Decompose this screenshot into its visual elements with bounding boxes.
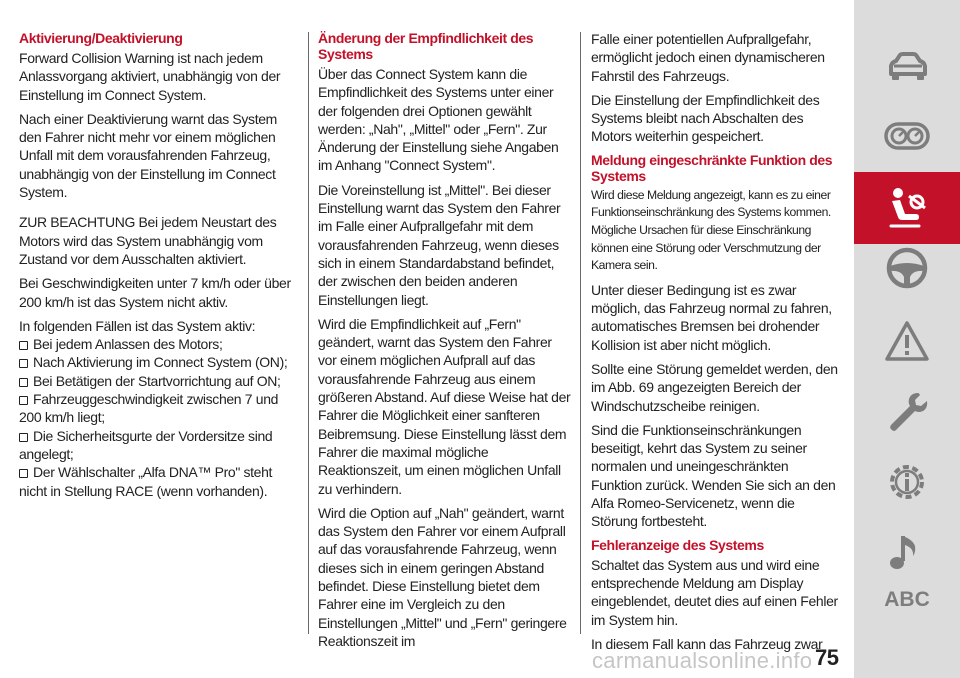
column-divider: [308, 32, 309, 634]
list-item: Nach Aktivierung im Connect System (ON);: [19, 353, 299, 371]
warning-triangle-icon: [883, 318, 931, 366]
paragraph: Forward Collision Warning ist nach jedem Anlassvorgang aktiviert, unabhängig von der Einstellung im Connect System.: [19, 50, 281, 103]
paragraph: Schaltet das System aus und wird eine entsprechende Meldung am Display eingeblendet, deutet dies auf einen Fehler im System hin.: [591, 556, 838, 628]
list-item: Der Wählschalter „Alfa DNA™ Pro" steht nicht in Stellung RACE (wenn vorhanden).: [19, 464, 273, 499]
column-divider: [580, 32, 581, 634]
seat-safety-icon: [883, 184, 931, 232]
section-heading: Fehleranzeige des Systems: [591, 536, 764, 553]
paragraph: Die Einstellung der Empfindlichkeit des Systems bleibt nach Abschalten des Motors weiterhin gespeichert.: [591, 91, 820, 145]
paragraph: In diesem Fall kann das Fahrzeug zwar: [591, 635, 823, 652]
steering-wheel-icon: [883, 244, 931, 292]
page-number: 75: [815, 645, 839, 670]
checkbox-bullet-icon: [19, 378, 28, 387]
dashboard-gauges-icon: [883, 112, 931, 160]
paragraph: Wird die Option auf „Nah" geändert, warnt das System den Fahrer vor einem Aufprall auf das vorausfahrende Fahrzeug, wenn dieses sich in einem geringen Abstand befindet. Diese Einstellung bietet dem Fahrer eine im Vergleich zu den Einstellungen „Mittel" und „Fern" geringere Reaktionszeit im: [318, 504, 567, 649]
paragraph: Nach einer Deaktivierung warnt das System den Fahrer nicht mehr vor einem möglichen Unfall mit dem vorausfahrenden Fahrzeug, unabhängig von der Einstellung im Connect System.: [19, 110, 277, 201]
paragraph: Falle einer potentiellen Aufprallgefahr, ermöglicht jedoch einen dynamischeren Fahrstil des Fahrzeugs.: [591, 31, 825, 84]
section-heading: Aktivierung/Deaktivierung: [19, 30, 183, 46]
note-paragraph: ZUR BEACHTUNG Bei jedem Neustart des Motors wird das System unabhängig vom Zustand vor dem Ausschalten aktiviert.: [19, 214, 277, 267]
text-column-2: [318, 30, 572, 656]
section-heading: Meldung eingeschränkte Funktion des Systems: [591, 151, 833, 184]
checkbox-bullet-icon: [19, 396, 28, 405]
list-item: Die Sicherheitsgurte der Vordersitze sind angelegt;: [19, 427, 273, 462]
car-icon: [883, 44, 931, 92]
wrench-icon: [883, 388, 931, 436]
nav-warnings[interactable]: [854, 306, 960, 378]
abc-index-label: ABC: [884, 588, 930, 611]
paragraph: Wird diese Meldung angezeigt, kann es zu einer Funktionseinschränkung des Systems kommen. Mögliche Ursachen für diese Einschränkung können eine Störung oder Verschmutzung der Kamera sein.: [591, 187, 831, 273]
list-item: Fahrzeuggeschwindigkeit zwischen 7 und 200 km/h liegt;: [19, 391, 279, 426]
nav-driving[interactable]: [854, 232, 960, 304]
nav-index[interactable]: [854, 564, 960, 636]
list-item: Bei Betätigen der Startvorrichtung auf ON;: [19, 372, 299, 390]
checkbox-bullet-icon: [19, 433, 28, 442]
nav-technical[interactable]: [854, 446, 960, 518]
paragraph: Unter dieser Bedingung ist es zwar möglich, das Fahrzeug normal zu fahren, automatisches Bremsen bei drohender Kollision ist aber nicht möglich.: [591, 281, 832, 353]
checkbox-bullet-icon: [19, 341, 28, 350]
checkbox-bullet-icon: [19, 359, 28, 368]
checkbox-bullet-icon: [19, 469, 28, 478]
nav-service[interactable]: [854, 376, 960, 448]
paragraph: Die Voreinstellung ist „Mittel". Bei dieser Einstellung warnt das System den Fahrer im Falle einer Aufprallgefahr mit dem vorausfahrenden Fahrzeug, wenn dieses sich in einem Standardabstand befindet, der zwischen den beiden anderen Einstellungen liegt.: [318, 181, 561, 308]
nav-car[interactable]: [854, 32, 960, 104]
section-heading: Änderung der Empfindlichkeit des Systems: [318, 30, 534, 62]
chapter-sidebar: [854, 0, 960, 678]
nav-dashboard[interactable]: [854, 100, 960, 172]
text-column-3: [591, 30, 839, 659]
paragraph: Über das Connect System kann die Empfindlichkeit des Systems unter einer der folgenden drei Optionen gewählt werden: „Nah", „Mittel" oder „Fern". Zur Änderung der Einstellung siehe Angaben im Anhang "Connect System".: [318, 66, 559, 174]
paragraph: Sollte eine Störung gemeldet werden, den im Abb. 69 angezeigten Bereich der Windschutzscheibe reinigen.: [591, 360, 838, 414]
list-item: Bei jedem Anlassen des Motors;: [19, 335, 299, 353]
gear-info-icon: [883, 458, 931, 506]
paragraph: Sind die Funktionseinschränkungen beseitigt, kehrt das System zu seiner normalen und uneingeschränkten Funktion zurück. Wenden Sie sich an den Alfa Romeo-Servicenetz, wenn die Störung fortbesteht.: [591, 421, 836, 530]
paragraph: Bei Geschwindigkeiten unter 7 km/h oder über 200 km/h ist das System nicht aktiv.: [19, 275, 291, 310]
paragraph: Wird die Empfindlichkeit auf „Fern" geändert, warnt das System den Fahrer vor einem möglichen Aufprall auf das vorausfahrende Fahrzeug aus einem größeren Abstand. Auf diese Weise hat der Fahrer die Möglichkeit einer sanfteren Beibremsung. Diese Einstellung lässt dem Fahrer die maximal mögliche Reaktionszeit, um einen möglichen Unfall zu verhindern.: [318, 315, 571, 497]
bullet-list: [19, 335, 299, 500]
paragraph: In folgenden Fällen ist das System aktiv:: [19, 317, 256, 334]
watermark: carmanualsonline.info: [592, 648, 813, 673]
text-column-1: [19, 30, 299, 500]
